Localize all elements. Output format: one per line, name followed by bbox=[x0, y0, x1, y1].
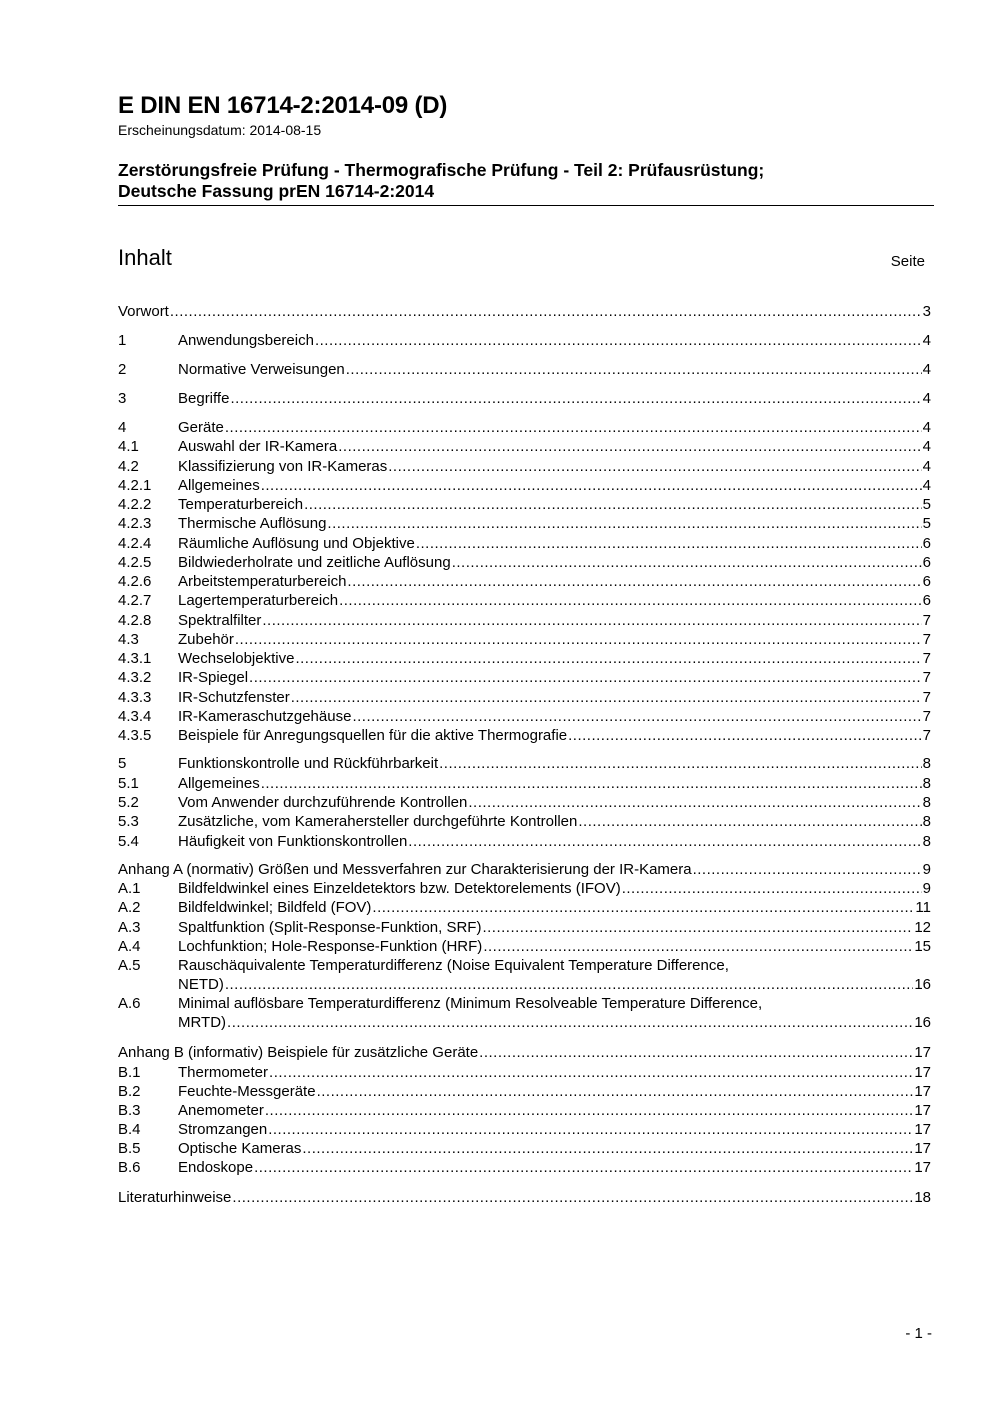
toc-entry[interactable] bbox=[118, 553, 931, 572]
toc-entry-page: 17 bbox=[914, 1083, 931, 1100]
toc-entry-title: Optische Kameras bbox=[178, 1140, 302, 1157]
toc-entry-title: Feuchte-Messgeräte bbox=[178, 1083, 316, 1100]
dot-leader bbox=[408, 832, 921, 851]
dot-leader bbox=[225, 975, 913, 994]
toc-entry-page: 15 bbox=[914, 938, 931, 955]
document-title bbox=[118, 160, 934, 202]
dot-leader bbox=[225, 418, 922, 437]
dot-leader bbox=[452, 553, 922, 572]
toc-entry-page: 12 bbox=[914, 919, 931, 936]
toc-entry-page: 18 bbox=[914, 1189, 931, 1206]
toc-entry-title: Bildfeldwinkel eines Einzeldetektors bzw. Detektorelements (IFOV) bbox=[178, 880, 621, 897]
dot-leader bbox=[304, 495, 922, 514]
dot-leader bbox=[416, 534, 922, 553]
toc-entry-page: 7 bbox=[922, 650, 931, 667]
toc-entry-page: 7 bbox=[922, 669, 931, 686]
toc-entry-title: Thermische Auflösung bbox=[178, 515, 327, 532]
toc-entry-number: 4.3.4 bbox=[118, 708, 152, 725]
toc-entry-title: Klassifizierung von IR-Kameras bbox=[178, 458, 388, 475]
dot-leader bbox=[170, 302, 922, 321]
dot-leader bbox=[227, 1013, 913, 1032]
toc-entry-number: B.4 bbox=[118, 1121, 141, 1138]
document-title-line-2: Deutsche Fassung prEN 16714-2:2014 bbox=[118, 181, 435, 201]
toc-entry-page: 5 bbox=[922, 496, 931, 513]
dot-leader bbox=[622, 879, 922, 898]
toc-entry-number: B.6 bbox=[118, 1159, 141, 1176]
document-title-line-1: Zerstörungsfreie Prüfung - Thermografische Prüfung - Teil 2: Prüfausrüstung; bbox=[118, 160, 765, 180]
toc-entry[interactable] bbox=[118, 879, 931, 898]
toc-entry-title: Stromzangen bbox=[178, 1121, 268, 1138]
dot-leader bbox=[482, 918, 913, 937]
toc-entry-number: 4.2.2 bbox=[118, 496, 152, 513]
dot-leader bbox=[317, 1082, 914, 1101]
toc-entry-number: 4.1 bbox=[118, 438, 139, 455]
toc-entry-title: Beispiele für Anregungsquellen für die aktive Thermografie bbox=[178, 727, 568, 744]
toc-entry-title: IR-Spiegel bbox=[178, 669, 249, 686]
toc-entry[interactable] bbox=[118, 572, 931, 591]
toc-entry-number: B.3 bbox=[118, 1102, 141, 1119]
dot-leader bbox=[269, 1063, 913, 1082]
dot-leader bbox=[468, 793, 921, 812]
toc-entry-number: 4.2.4 bbox=[118, 535, 152, 552]
toc-entry-page: 4 bbox=[922, 390, 931, 407]
toc-entry-page: 6 bbox=[922, 535, 931, 552]
dot-leader bbox=[568, 726, 922, 745]
toc-entry-number: 4.2.7 bbox=[118, 592, 152, 609]
toc-entry-title: Vom Anwender durchzuführende Kontrollen bbox=[178, 794, 468, 811]
toc-entry-number: 4.2.8 bbox=[118, 612, 152, 629]
toc-entry-number: B.2 bbox=[118, 1083, 141, 1100]
toc-entry-number: 4.2.3 bbox=[118, 515, 152, 532]
toc-entry-title: Anwendungsbereich bbox=[178, 332, 314, 349]
toc-entry[interactable] bbox=[118, 302, 931, 321]
toc-entry-page: 4 bbox=[922, 438, 931, 455]
dot-leader bbox=[265, 1101, 913, 1120]
dot-leader bbox=[339, 591, 922, 610]
toc-entry[interactable] bbox=[118, 418, 931, 437]
toc-entry-page: 8 bbox=[922, 794, 931, 811]
dot-leader bbox=[346, 360, 922, 379]
toc-entry-title: Minimal auflösbare Temperaturdifferenz (Minimum Resolveable Temperature Difference, bbox=[178, 995, 763, 1012]
dot-leader bbox=[479, 1043, 913, 1062]
toc-entry-page: 16 bbox=[914, 976, 931, 993]
toc-entry-page: 17 bbox=[914, 1121, 931, 1138]
toc-entry[interactable] bbox=[118, 774, 931, 793]
toc-entry[interactable] bbox=[118, 1043, 931, 1062]
toc-entry-continuation[interactable] bbox=[118, 1013, 931, 1032]
toc-entry-number: 4.2.6 bbox=[118, 573, 152, 590]
toc-entry-title: Räumliche Auflösung und Objektive bbox=[178, 535, 415, 552]
toc-entry-number: 4.3 bbox=[118, 631, 139, 648]
dot-leader bbox=[352, 707, 921, 726]
page-number: - 1 - bbox=[905, 1325, 932, 1342]
toc-entry-title: Zusätzliche, vom Kamerahersteller durchgeführte Kontrollen bbox=[178, 813, 578, 830]
toc-entry[interactable] bbox=[118, 754, 931, 773]
toc-entry-number: 5.2 bbox=[118, 794, 139, 811]
dot-leader bbox=[439, 754, 922, 773]
dot-leader bbox=[347, 572, 921, 591]
toc-entry-number: 5.3 bbox=[118, 813, 139, 830]
toc-entry-page: 4 bbox=[922, 332, 931, 349]
toc-entry-page: 11 bbox=[915, 899, 931, 916]
toc-entry-title: Allgemeines bbox=[178, 775, 260, 792]
toc-entry[interactable] bbox=[118, 1188, 931, 1207]
dot-leader bbox=[388, 457, 921, 476]
dot-leader bbox=[483, 937, 913, 956]
toc-entry-page: 4 bbox=[922, 458, 931, 475]
toc-entry[interactable] bbox=[118, 668, 931, 687]
toc-entry[interactable] bbox=[118, 611, 931, 630]
toc-entry[interactable] bbox=[118, 812, 931, 831]
toc-entry[interactable] bbox=[118, 937, 931, 956]
toc-entry-page: 7 bbox=[922, 689, 931, 706]
dot-leader bbox=[249, 668, 922, 687]
toc-entry[interactable] bbox=[118, 1082, 931, 1101]
toc-entry[interactable] bbox=[118, 832, 931, 851]
toc-entry-number: B.5 bbox=[118, 1140, 141, 1157]
toc-entry-title: Allgemeines bbox=[178, 477, 260, 494]
toc-entry[interactable] bbox=[118, 707, 931, 726]
toc-entry[interactable] bbox=[118, 1158, 931, 1177]
dot-leader bbox=[254, 1158, 913, 1177]
toc-entry-number: A.4 bbox=[118, 938, 141, 955]
toc-entry-number: 4 bbox=[118, 419, 127, 436]
toc-entry[interactable] bbox=[118, 726, 931, 745]
toc-entry-number: 4.2.1 bbox=[118, 477, 152, 494]
toc-entry-page: 7 bbox=[922, 708, 931, 725]
toc-entry-number: 4.2.5 bbox=[118, 554, 152, 571]
toc-entry-page: 8 bbox=[922, 833, 931, 850]
toc-entry-page: 16 bbox=[914, 1014, 931, 1031]
dot-leader bbox=[372, 898, 914, 917]
publication-date: Erscheinungsdatum: 2014-08-15 bbox=[118, 122, 322, 138]
toc-entry-number: 1 bbox=[118, 332, 127, 349]
toc-entry-page: 7 bbox=[922, 612, 931, 629]
toc-entry-number: 4.3.2 bbox=[118, 669, 152, 686]
toc-entry-number: A.6 bbox=[118, 995, 141, 1012]
toc-entry[interactable] bbox=[118, 331, 931, 350]
dot-leader bbox=[262, 611, 921, 630]
toc-entry[interactable] bbox=[118, 630, 931, 649]
toc-entry-title: Lochfunktion; Hole-Response-Funktion (HRF) bbox=[178, 938, 483, 955]
toc-entry-page: 6 bbox=[922, 592, 931, 609]
toc-entry[interactable] bbox=[118, 1139, 931, 1158]
toc-entry-continuation[interactable] bbox=[118, 975, 931, 994]
toc-entry[interactable] bbox=[118, 1101, 931, 1120]
dot-leader bbox=[338, 437, 921, 456]
dot-leader bbox=[232, 1188, 913, 1207]
dot-leader bbox=[327, 514, 921, 533]
toc-entry-number: A.1 bbox=[118, 880, 141, 897]
toc-entry-number: 4.3.3 bbox=[118, 689, 152, 706]
dot-leader bbox=[295, 649, 921, 668]
toc-entry[interactable] bbox=[118, 360, 931, 379]
toc-entry-title: Funktionskontrolle und Rückführbarkeit bbox=[178, 755, 439, 772]
dot-leader bbox=[693, 860, 922, 879]
toc-entry-page: 17 bbox=[914, 1159, 931, 1176]
toc-entry-number: 4.3.1 bbox=[118, 650, 152, 667]
toc-entry-title: Rauschäquivalente Temperaturdifferenz (Noise Equivalent Temperature Difference, bbox=[178, 957, 729, 974]
toc-entry-title: Bildfeldwinkel; Bildfeld (FOV) bbox=[178, 899, 372, 916]
toc-entry-page: 4 bbox=[922, 361, 931, 378]
dot-leader bbox=[268, 1120, 913, 1139]
toc-entry-page: 8 bbox=[922, 813, 931, 830]
toc-entry-title-continued: MRTD) bbox=[178, 1014, 227, 1031]
toc-entry-number: 5.4 bbox=[118, 833, 139, 850]
toc-entry[interactable] bbox=[118, 457, 931, 476]
toc-entry[interactable] bbox=[118, 793, 931, 812]
toc-entry-page: 4 bbox=[922, 477, 931, 494]
toc-entry[interactable] bbox=[118, 688, 931, 707]
toc-entry-page: 17 bbox=[914, 1140, 931, 1157]
toc-entry-page: 7 bbox=[922, 727, 931, 744]
toc-entry-page: 9 bbox=[922, 880, 931, 897]
toc-entry[interactable] bbox=[118, 918, 931, 937]
toc-entry[interactable] bbox=[118, 1120, 931, 1139]
toc-entry[interactable] bbox=[118, 514, 931, 533]
dot-leader bbox=[235, 630, 922, 649]
toc-heading: Inhalt bbox=[118, 245, 172, 270]
toc-entry-number: 5.1 bbox=[118, 775, 139, 792]
toc-entry-title-continued: NETD) bbox=[178, 976, 224, 993]
toc-entry-number: 4.2 bbox=[118, 458, 139, 475]
toc-entry-number: A.2 bbox=[118, 899, 141, 916]
toc-entry-number: A.3 bbox=[118, 919, 141, 936]
toc-entry-number: 3 bbox=[118, 390, 127, 407]
toc-entry[interactable] bbox=[118, 898, 931, 917]
toc-entry-title: Geräte bbox=[178, 419, 224, 436]
dot-leader bbox=[261, 774, 922, 793]
toc-entry[interactable] bbox=[118, 860, 931, 879]
title-divider bbox=[118, 205, 934, 206]
toc-entry-title: Thermometer bbox=[178, 1064, 269, 1081]
toc-entry-title: Begriffe bbox=[178, 390, 230, 407]
toc-entry-title: Bildwiederholrate und zeitliche Auflösung bbox=[178, 554, 451, 571]
toc-entry-number: 5 bbox=[118, 755, 127, 772]
toc-entry-title: Spaltfunktion (Split-Response-Funktion, SRF) bbox=[178, 919, 482, 936]
toc-entry[interactable] bbox=[118, 1063, 931, 1082]
dot-leader bbox=[291, 688, 922, 707]
toc-entry[interactable] bbox=[118, 534, 931, 553]
toc-entry-page: 7 bbox=[922, 631, 931, 648]
toc-entry-title: Anhang A (normativ) Größen und Messverfahren zur Charakterisierung der IR-Kamera bbox=[118, 861, 692, 878]
toc-entry-page: 6 bbox=[922, 554, 931, 571]
toc-entry-title: Endoskope bbox=[178, 1159, 254, 1176]
dot-leader bbox=[578, 812, 921, 831]
dot-leader bbox=[315, 331, 922, 350]
document-id: E DIN EN 16714-2:2014-09 (D) bbox=[118, 92, 448, 119]
toc-entry-page: 3 bbox=[922, 303, 931, 320]
toc-entry-title: Zubehör bbox=[178, 631, 234, 648]
toc-entry-title: Anemometer bbox=[178, 1102, 264, 1119]
toc-entry-page: 17 bbox=[914, 1102, 931, 1119]
toc-entry-page: 9 bbox=[922, 861, 931, 878]
toc-entry-number: 2 bbox=[118, 361, 127, 378]
toc-entry-number: A.5 bbox=[118, 957, 141, 974]
toc-entry-title: Temperaturbereich bbox=[178, 496, 304, 513]
toc-entry-title: Vorwort bbox=[118, 303, 169, 320]
toc-entry-page: 8 bbox=[922, 775, 931, 792]
toc-entry-title: Anhang B (informativ) Beispiele für zusätzliche Geräte bbox=[118, 1044, 479, 1061]
toc-entry-title: Wechselobjektive bbox=[178, 650, 295, 667]
toc-entry-number: 4.3.5 bbox=[118, 727, 152, 744]
toc-entry[interactable] bbox=[118, 649, 931, 668]
toc-entry[interactable] bbox=[118, 591, 931, 610]
toc-entry-page: 6 bbox=[922, 573, 931, 590]
toc-entry-title: Arbeitstemperaturbereich bbox=[178, 573, 347, 590]
toc-entry-title: Spektralfilter bbox=[178, 612, 262, 629]
toc-entry[interactable] bbox=[118, 495, 931, 514]
toc-page-column-label: Seite bbox=[890, 253, 925, 270]
toc-entry-title: Lagertemperaturbereich bbox=[178, 592, 339, 609]
toc-entry[interactable] bbox=[118, 476, 931, 495]
toc-entry-page: 4 bbox=[922, 419, 931, 436]
toc-entry-title: IR-Schutzfenster bbox=[178, 689, 290, 706]
toc-entry-title: Literaturhinweise bbox=[118, 1189, 232, 1206]
toc-entry-number: B.1 bbox=[118, 1064, 141, 1081]
toc-entry-title: IR-Kameraschutzgehäuse bbox=[178, 708, 352, 725]
toc-entry-page: 17 bbox=[914, 1044, 931, 1061]
toc-entry-title: Auswahl der IR-Kamera bbox=[178, 438, 338, 455]
toc-entry[interactable] bbox=[118, 437, 931, 456]
toc-entry-page: 5 bbox=[922, 515, 931, 532]
toc-entry-page: 17 bbox=[914, 1064, 931, 1081]
toc-entry-title: Normative Verweisungen bbox=[178, 361, 345, 378]
toc-entry[interactable] bbox=[118, 389, 931, 408]
dot-leader bbox=[302, 1139, 913, 1158]
dot-leader bbox=[230, 389, 921, 408]
toc-entry-page: 8 bbox=[922, 755, 931, 772]
dot-leader bbox=[261, 476, 922, 495]
toc-entry-title: Häufigkeit von Funktionskontrollen bbox=[178, 833, 408, 850]
